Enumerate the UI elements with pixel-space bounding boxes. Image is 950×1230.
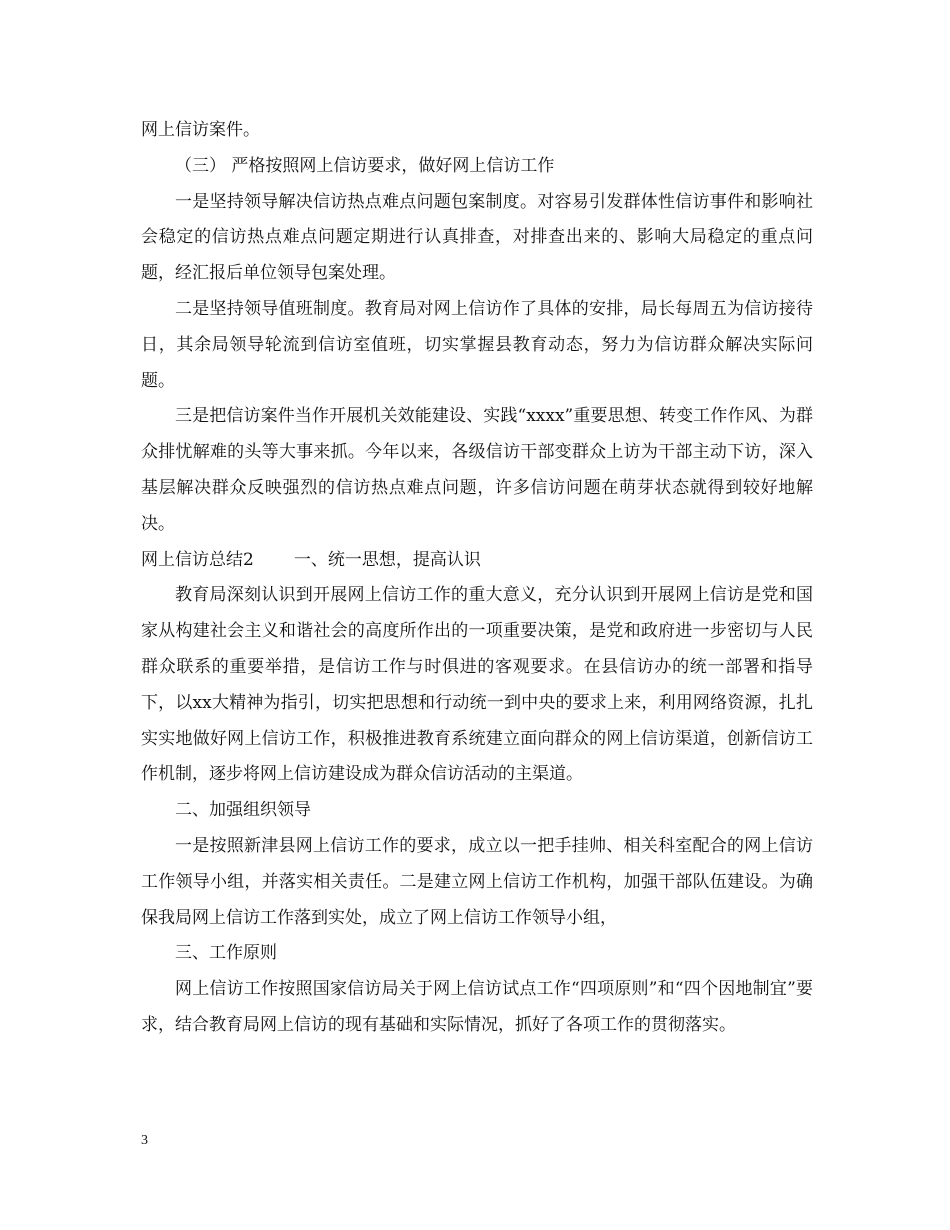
paragraph: 一是按照新津县网上信访工作的要求，成立以一把手挂帅、相关科室配合的网上信访工作领导小组，并落实相关责任。二是建立网上信访工作机构，加强干部队伍建设。为确保我局网上信访工作落到实处，成立了网上信访工作领导小组， <box>141 835 813 928</box>
page-number: 3 <box>141 1133 148 1148</box>
paragraph: 三是把信访案件当作开展机关效能建设、实践“xxxx”重要思想、转变工作作风、为群众排忧解难的头等大事来抓。今年以来，各级信访干部变群众上访为干部主动下访，深入基层解决群众反映强烈的信访热点难点问题，许多信访问题在萌芽状态就得到较好地解决。 <box>141 406 813 534</box>
subsection-heading: （三） 严格按照网上信访要求，做好网上信访工作 <box>175 155 555 176</box>
paragraph: 教育局深刻认识到开展网上信访工作的重大意义，充分认识到开展网上信访是党和国家从构建社会主义和谐社会的高度所作出的一项重要决策，是党和政府进一步密切与人民群众联系的重要举措，是信访工作与时俱进的客观要求。在县信访办的统一部署和指导下，以xx大精神为指引，切实把思想和行动统一到中央的要求上来，利用网络资源，扎扎实实地做好网上信访工作，积极推进教育系统建立面向群众的网上信访渠道，创新信访工作机制，逐步将网上信访建设成为群众信访活动的主渠道。 <box>141 585 813 785</box>
subsection-heading: 二、加强组织领导 <box>175 800 311 821</box>
paragraph: 一是坚持领导解决信访热点难点问题包案制度。对容易引发群体性信访事件和影响社会稳定的信访热点难点问题定期进行认真排查，对排查出来的、影响大局稳定的重点问题，经汇报后单位领导包案处理。 <box>141 191 813 284</box>
document-body <box>141 113 813 1044</box>
subsection-heading: 三、工作原则 <box>175 943 277 964</box>
paragraph-continuation: 网上信访案件。 <box>141 120 260 140</box>
section-heading-line <box>141 543 813 579</box>
paragraph: 二是坚持领导值班制度。教育局对网上信访作了具体的安排，局长每周五为信访接待日，其余局领导轮流到信访室值班，切实掌握县教育动态，努力为信访群众解决实际问题。 <box>141 298 813 391</box>
section-title: 网上信访总结2 <box>141 549 254 570</box>
paragraph: 网上信访工作按照国家信访局关于网上信访试点工作“四项原则”和“四个因地制宜”要求，结合教育局网上信访的现有基础和实际情况，抓好了各项工作的贯彻落实。 <box>141 979 813 1035</box>
section-subtitle: 一、统一思想，提高认识 <box>293 549 481 570</box>
